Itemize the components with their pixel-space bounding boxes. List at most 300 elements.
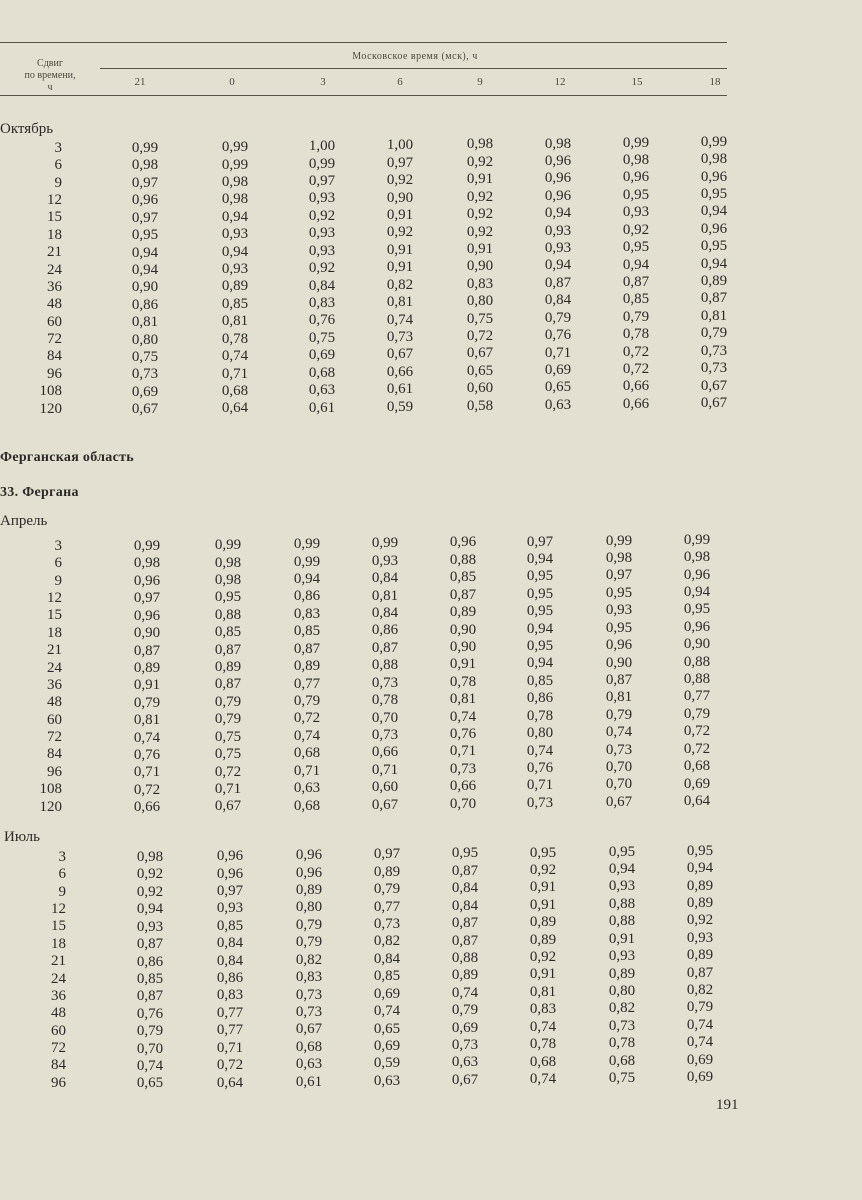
value-cell: 0,95 [451,845,479,862]
value-cell: 0,63 [295,1056,323,1073]
value-cell: 0,67 [386,346,414,363]
value-cell: 0,69 [373,1037,401,1054]
value-cell: 0,88 [683,653,711,670]
value-cell: 0,65 [466,362,494,379]
shift-hours-cell: 72 [51,1040,66,1057]
value-cell: 0,87 [605,671,633,688]
value-cell: 0,74 [386,311,414,328]
hour-header-0: 0 [229,76,235,88]
value-cell: 0,98 [133,555,161,572]
shift-hours-cell: 72 [47,331,62,348]
value-cell: 0,96 [544,187,572,204]
value-cell: 0,67 [700,377,728,394]
value-cell: 0,74 [136,1058,164,1075]
value-cell: 0,73 [371,674,399,691]
value-cell: 0,89 [529,931,557,948]
shift-hours-cell: 9 [54,572,62,589]
table-top-rule [0,42,727,43]
value-cell: 0,76 [136,1005,164,1022]
shift-hours-cell: 60 [47,711,62,728]
value-cell: 0,83 [293,605,321,622]
value-cell: 0,95 [605,619,633,636]
value-cell: 0,87 [449,586,477,603]
value-cell: 0,79 [295,916,323,933]
value-cell: 0,84 [451,880,479,897]
value-cell: 0,88 [371,657,399,674]
value-cell: 0,63 [308,382,336,399]
value-cell: 0,67 [214,798,242,815]
value-cell: 0,94 [526,620,554,637]
value-cell: 0,72 [683,723,711,740]
value-cell: 0,79 [214,711,242,728]
value-cell: 0,93 [136,918,164,935]
value-cell: 0,69 [131,383,159,400]
value-cell: 0,90 [131,279,159,296]
shift-hours-cell: 21 [47,244,62,261]
value-cell: 0,73 [373,915,401,932]
month-title: Октябрь [0,121,54,137]
shift-hours-cell: 9 [54,174,62,191]
value-cell: 0,75 [466,310,494,327]
value-cell: 0,95 [700,238,728,255]
shift-hours-cell: 21 [47,642,62,659]
value-cell: 0,65 [136,1075,164,1092]
value-cell: 0,92 [466,188,494,205]
value-cell: 0,75 [214,746,242,763]
value-cell: 0,91 [529,879,557,896]
value-cell: 0,87 [133,642,161,659]
value-cell: 0,92 [466,223,494,240]
value-cell: 0,94 [526,655,554,672]
value-cell: 0,98 [214,554,242,571]
value-cell: 0,95 [700,185,728,202]
value-cell: 0,96 [605,637,633,654]
value-cell: 0,68 [293,797,321,814]
value-cell: 0,89 [293,658,321,675]
value-cell: 0,97 [386,154,414,171]
value-cell: 0,97 [216,882,244,899]
value-cell: 0,89 [214,659,242,676]
value-cell: 0,87 [371,639,399,656]
value-cell: 0,66 [133,799,161,816]
value-cell: 0,67 [295,1021,323,1038]
value-cell: 0,71 [216,1039,244,1056]
value-cell: 0,77 [293,675,321,692]
value-cell: 0,70 [605,776,633,793]
value-cell: 0,93 [608,878,636,895]
value-cell: 0,89 [700,273,728,290]
value-cell: 0,93 [608,948,636,965]
value-cell: 0,86 [136,953,164,970]
value-cell: 0,97 [131,209,159,226]
value-cell: 0,94 [221,243,249,260]
shift-hours-cell: 36 [47,676,62,693]
value-cell: 0,86 [216,970,244,987]
value-cell: 0,66 [622,395,650,412]
moscow-time-header: Московское время (мск), ч [352,51,478,62]
value-cell: 0,73 [700,360,728,377]
value-cell: 0,73 [131,366,159,383]
value-cell: 0,85 [449,569,477,586]
value-cell: 0,76 [308,312,336,329]
value-cell: 0,89 [295,882,323,899]
value-cell: 0,73 [451,1037,479,1054]
value-cell: 0,94 [608,861,636,878]
value-cell: 0,99 [293,553,321,570]
value-cell: 0,69 [544,361,572,378]
value-cell: 0,79 [622,308,650,325]
value-cell: 0,88 [451,949,479,966]
value-cell: 0,79 [133,694,161,711]
shift-hours-cell: 48 [47,296,62,313]
value-cell: 0,73 [700,342,728,359]
value-cell: 0,74 [686,1016,714,1033]
shift-hours-cell: 6 [58,866,66,883]
value-cell: 0,99 [371,535,399,552]
value-cell: 0,83 [466,275,494,292]
value-cell: 0,97 [131,174,159,191]
value-cell: 0,78 [221,330,249,347]
value-cell: 0,61 [308,399,336,416]
value-cell: 0,78 [449,673,477,690]
value-cell: 0,95 [605,584,633,601]
value-cell: 0,87 [622,273,650,290]
value-cell: 0,70 [605,759,633,776]
value-cell: 0,98 [136,849,164,865]
value-cell: 0,75 [308,329,336,346]
hour-header-3: 3 [320,76,326,88]
value-cell: 0,92 [529,861,557,878]
value-cell: 0,98 [466,136,494,153]
value-cell: 0,89 [451,967,479,984]
value-cell: 0,89 [529,914,557,931]
value-cell: 0,81 [605,689,633,706]
value-cell: 0,93 [221,261,249,278]
value-cell: 0,91 [529,966,557,983]
value-cell: 0,92 [529,949,557,966]
value-cell: 0,93 [308,190,336,207]
shift-hours-cell: 120 [39,400,62,417]
value-cell: 0,97 [308,173,336,190]
value-cell: 0,68 [529,1053,557,1070]
value-cell: 0,99 [605,532,633,549]
value-cell: 0,81 [131,314,159,331]
value-cell: 0,88 [608,913,636,930]
value-cell: 0,93 [605,602,633,619]
value-cell: 0,89 [221,278,249,295]
value-cell: 0,91 [386,241,414,258]
value-cell: 0,99 [622,134,650,151]
value-cell: 0,74 [529,1070,557,1087]
value-cell: 0,81 [700,307,728,324]
value-cell: 0,72 [216,1057,244,1074]
value-cell: 0,82 [686,982,714,999]
value-cell: 0,82 [608,1000,636,1017]
shift-hours-cell: 84 [51,1057,66,1074]
value-cell: 0,66 [449,778,477,795]
value-cell: 0,68 [308,364,336,381]
value-cell: 0,68 [608,1052,636,1069]
value-cell: 0,88 [449,551,477,568]
value-cell: 0,71 [526,777,554,794]
shift-label-line: по времени, [24,70,76,81]
value-cell: 0,81 [133,712,161,729]
value-cell: 0,93 [308,242,336,259]
page-number: 191 [716,1097,739,1113]
value-cell: 0,74 [526,742,554,759]
value-cell: 0,98 [221,173,249,190]
shift-hours-cell: 108 [39,781,62,798]
shift-column-header [0,58,100,94]
value-cell: 0,98 [544,135,572,152]
value-cell: 0,73 [605,741,633,758]
shift-hours-cell: 12 [51,901,66,918]
value-cell: 0,93 [544,240,572,257]
value-cell: 0,71 [293,762,321,779]
value-cell: 0,92 [386,172,414,189]
value-cell: 0,88 [683,671,711,688]
region-title: Ферганская область [0,450,134,465]
value-cell: 0,86 [131,296,159,313]
value-cell: 0,93 [308,225,336,242]
hour-header-21: 21 [134,76,146,88]
value-cell: 0,95 [529,844,557,861]
value-cell: 0,91 [449,656,477,673]
value-cell: 0,95 [686,842,714,859]
value-cell: 0,79 [293,692,321,709]
value-cell: 0,71 [221,365,249,382]
shift-hours-cell: 3 [54,140,62,156]
shift-hours-cell: 84 [47,746,62,763]
value-cell: 0,87 [544,274,572,291]
value-cell: 0,73 [526,794,554,811]
value-cell: 0,95 [622,186,650,203]
value-cell: 0,85 [293,623,321,640]
value-cell: 0,98 [214,571,242,588]
value-cell: 0,80 [608,982,636,999]
value-cell: 0,95 [214,589,242,606]
shift-hours-cell: 84 [47,348,62,365]
value-cell: 0,85 [373,968,401,985]
value-cell: 0,66 [386,363,414,380]
value-cell: 0,69 [373,985,401,1002]
value-cell: 0,86 [293,588,321,605]
value-cell: 0,60 [371,779,399,796]
value-cell: 1,00 [308,138,336,155]
value-cell: 0,84 [308,277,336,294]
value-cell: 0,94 [131,261,159,278]
value-cell: 1,00 [386,137,414,154]
value-cell: 0,64 [216,1074,244,1091]
value-cell: 0,74 [373,1003,401,1020]
value-cell: 0,69 [683,775,711,792]
value-cell: 0,87 [136,936,164,953]
value-cell: 0,93 [371,552,399,569]
value-cell: 0,79 [451,1002,479,1019]
value-cell: 0,91 [133,677,161,694]
value-cell: 0,78 [608,1035,636,1052]
value-cell: 0,68 [295,1038,323,1055]
shift-hours-cell: 12 [47,192,62,209]
value-cell: 0,63 [293,780,321,797]
value-cell: 0,83 [295,969,323,986]
value-cell: 0,85 [526,672,554,689]
value-cell: 0,96 [131,192,159,209]
value-cell: 0,99 [131,140,159,156]
value-cell: 0,95 [131,227,159,244]
value-cell: 0,75 [608,1070,636,1087]
shift-hours-cell: 96 [47,365,62,382]
value-cell: 0,69 [308,347,336,364]
value-cell: 0,90 [386,189,414,206]
value-cell: 0,85 [214,624,242,641]
value-cell: 0,96 [133,607,161,624]
value-cell: 0,97 [605,567,633,584]
hour-header-18: 18 [709,76,721,88]
value-cell: 0,99 [221,156,249,173]
value-cell: 0,95 [622,239,650,256]
value-cell: 0,74 [293,727,321,744]
value-cell: 0,94 [544,257,572,274]
value-cell: 0,92 [308,260,336,277]
value-cell: 0,82 [373,933,401,950]
value-cell: 0,88 [608,895,636,912]
shift-hours-cell: 60 [51,1022,66,1039]
value-cell: 0,73 [449,760,477,777]
value-cell: 0,78 [529,1036,557,1053]
value-cell: 0,76 [133,747,161,764]
value-cell: 0,92 [466,206,494,223]
value-cell: 0,85 [136,970,164,987]
value-cell: 0,87 [700,290,728,307]
value-cell: 0,92 [136,883,164,900]
value-cell: 0,84 [371,570,399,587]
value-cell: 0,90 [449,638,477,655]
value-cell: 0,92 [466,153,494,170]
value-cell: 0,96 [622,169,650,186]
value-cell: 0,94 [136,901,164,918]
value-cell: 0,74 [686,1034,714,1051]
shift-hours-cell: 15 [47,607,62,624]
shift-hours-cell: 15 [47,209,62,226]
value-cell: 0,90 [133,625,161,642]
value-cell: 0,96 [449,534,477,551]
value-cell: 0,81 [386,294,414,311]
value-cell: 0,64 [221,400,249,417]
value-cell: 0,73 [371,726,399,743]
value-cell: 0,87 [214,676,242,693]
value-cell: 0,93 [622,204,650,221]
value-cell: 0,99 [700,133,728,150]
value-cell: 0,80 [526,725,554,742]
value-cell: 0,84 [371,604,399,621]
value-cell: 0,93 [216,900,244,917]
value-cell: 0,59 [386,398,414,415]
value-cell: 0,96 [295,847,323,864]
value-cell: 0,92 [386,224,414,241]
value-cell: 0,63 [373,1072,401,1089]
value-cell: 0,74 [221,348,249,365]
value-cell: 0,79 [686,999,714,1016]
shift-hours-cell: 18 [51,935,66,952]
value-cell: 0,83 [308,294,336,311]
value-cell: 0,87 [451,932,479,949]
value-cell: 0,67 [605,793,633,810]
value-cell: 0,87 [214,641,242,658]
value-cell: 0,84 [451,897,479,914]
value-cell: 0,72 [133,781,161,798]
value-cell: 0,74 [451,984,479,1001]
value-cell: 0,72 [622,343,650,360]
value-cell: 0,74 [605,724,633,741]
value-cell: 0,96 [544,152,572,169]
value-cell: 0,65 [544,379,572,396]
value-cell: 0,79 [295,934,323,951]
shift-hours-cell: 15 [51,918,66,935]
value-cell: 0,73 [295,1003,323,1020]
value-cell: 0,68 [683,758,711,775]
value-cell: 0,75 [131,349,159,366]
value-cell: 0,58 [466,397,494,414]
value-cell: 0,67 [131,401,159,418]
shift-hours-cell: 36 [51,987,66,1004]
value-cell: 0,89 [608,965,636,982]
value-cell: 0,94 [544,205,572,222]
value-cell: 0,87 [686,964,714,981]
value-cell: 0,80 [466,293,494,310]
shift-hours-cell: 6 [54,157,62,174]
value-cell: 0,85 [221,295,249,312]
value-cell: 0,96 [133,572,161,589]
value-cell: 0,99 [308,155,336,172]
value-cell: 0,79 [683,705,711,722]
value-cell: 0,84 [373,950,401,967]
value-cell: 0,66 [371,744,399,761]
station-title: 33. Фергана [0,485,79,500]
value-cell: 0,94 [700,255,728,272]
value-cell: 0,81 [371,587,399,604]
shift-hours-cell: 18 [47,226,62,243]
value-cell: 0,87 [293,640,321,657]
value-cell: 0,81 [221,313,249,330]
value-cell: 0,69 [686,1051,714,1068]
value-cell: 0,89 [686,877,714,894]
value-cell: 0,86 [371,622,399,639]
value-cell: 0,99 [221,139,249,156]
month-title: Апрель [0,513,48,529]
shift-hours-cell: 3 [58,849,66,865]
value-cell: 0,94 [526,550,554,567]
value-cell: 0,95 [526,568,554,585]
value-cell: 0,71 [371,761,399,778]
month-title: Июль [4,829,40,845]
value-cell: 0,78 [371,692,399,709]
value-cell: 0,72 [622,361,650,378]
value-cell: 0,91 [386,259,414,276]
value-cell: 0,75 [214,728,242,745]
shift-hours-cell: 48 [47,694,62,711]
value-cell: 0,69 [451,1019,479,1036]
value-cell: 0,68 [293,745,321,762]
shift-hours-cell: 21 [51,953,66,970]
value-cell: 0,92 [686,912,714,929]
value-cell: 0,97 [133,590,161,607]
value-cell: 0,76 [544,327,572,344]
value-cell: 0,96 [216,865,244,882]
value-cell: 0,71 [133,764,161,781]
value-cell: 0,89 [133,659,161,676]
shift-hours-cell: 48 [51,1005,66,1022]
